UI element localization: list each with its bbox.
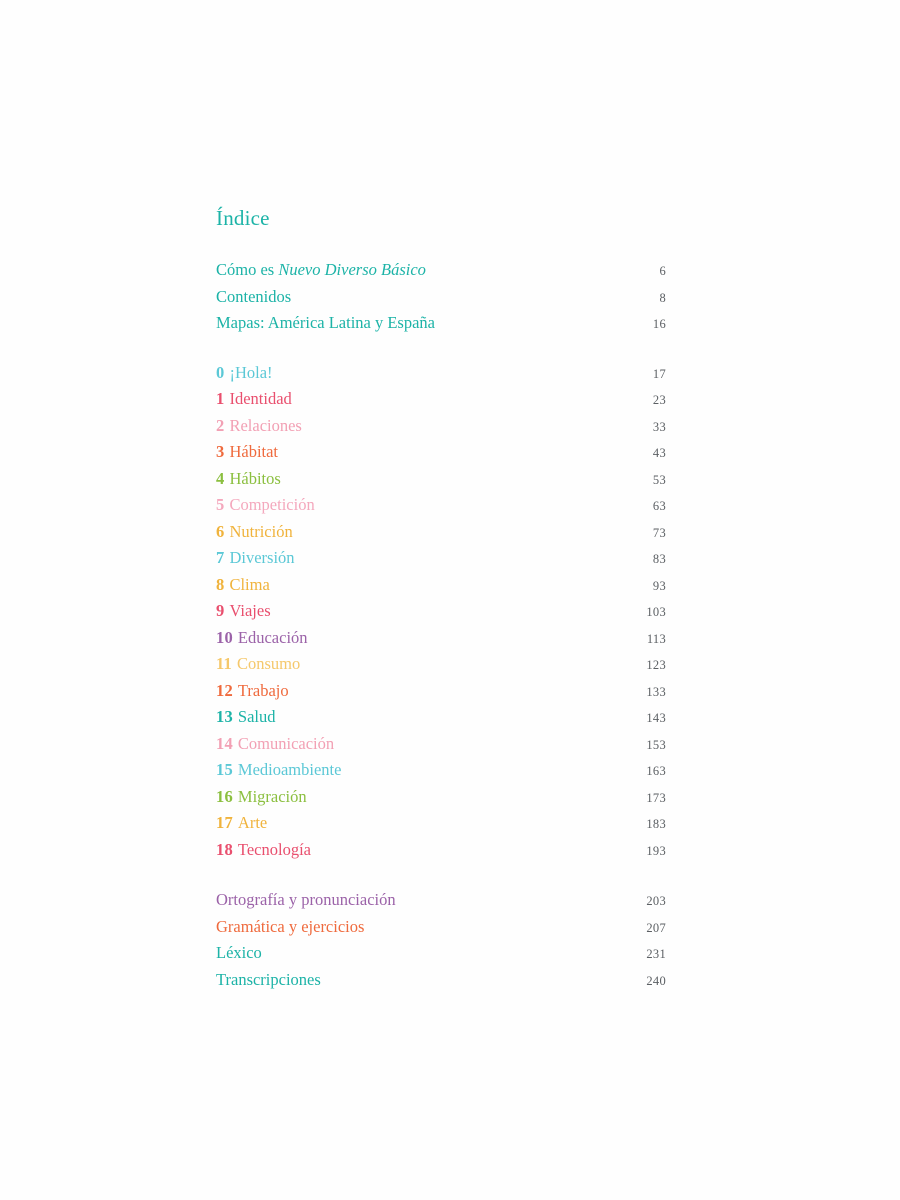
toc-entry-page-number: 6 bbox=[659, 264, 666, 279]
toc-entry-front-matter[interactable] bbox=[216, 310, 666, 337]
unit-title: Relaciones bbox=[229, 415, 302, 435]
toc-entry-page-number: 8 bbox=[659, 290, 666, 305]
front-matter-list bbox=[216, 257, 666, 337]
unit-title: Comunicación bbox=[237, 733, 335, 753]
unit-number: 12 bbox=[216, 680, 233, 700]
back-matter-list bbox=[216, 887, 666, 993]
unit-number: 13 bbox=[216, 707, 233, 727]
toc-entry-page-number: 17 bbox=[652, 366, 666, 381]
unit-title: Trabajo bbox=[237, 680, 289, 700]
toc-entry-page-number: 83 bbox=[652, 552, 666, 567]
toc-entry-label: Gramática y ejercicios bbox=[216, 916, 365, 936]
unit-number: 18 bbox=[216, 839, 233, 859]
toc-entry-label bbox=[216, 815, 267, 832]
toc-entry-page-number: 103 bbox=[646, 605, 666, 620]
toc-entry-unit[interactable] bbox=[216, 625, 666, 652]
unit-number: 4 bbox=[216, 468, 225, 488]
table-of-contents bbox=[216, 206, 666, 993]
unit-title: Nutrición bbox=[229, 521, 293, 541]
toc-entry-label bbox=[216, 391, 292, 408]
unit-number: 10 bbox=[216, 627, 233, 647]
toc-entry-label bbox=[216, 574, 270, 594]
toc-entry-back-matter[interactable] bbox=[216, 887, 666, 914]
toc-entry-page-number: 240 bbox=[646, 973, 666, 988]
toc-entry-back-matter[interactable] bbox=[216, 967, 666, 994]
toc-entry-label bbox=[216, 315, 435, 332]
toc-entry-page-number: 63 bbox=[652, 499, 666, 514]
unit-title: Tecnología bbox=[237, 839, 311, 859]
toc-entry-unit[interactable] bbox=[216, 545, 666, 572]
toc-entry-label bbox=[216, 709, 276, 726]
units-list bbox=[216, 360, 666, 864]
unit-number: 16 bbox=[216, 786, 233, 806]
toc-entry-page-number: 33 bbox=[652, 419, 666, 434]
toc-entry-page-number: 53 bbox=[652, 472, 666, 487]
toc-entry-page-number: 207 bbox=[646, 920, 666, 935]
unit-title: Hábitos bbox=[229, 468, 281, 488]
unit-number: 14 bbox=[216, 733, 233, 753]
toc-entry-label: Ortografía y pronunciación bbox=[216, 890, 396, 910]
toc-entry-page-number: 43 bbox=[652, 446, 666, 461]
unit-number: 15 bbox=[216, 760, 233, 780]
toc-entry-page-number: 203 bbox=[646, 894, 666, 909]
toc-entry-text: Cómo es bbox=[216, 260, 279, 280]
toc-entry-label bbox=[216, 786, 307, 806]
toc-entry-page-number: 193 bbox=[646, 843, 666, 858]
toc-entry-unit[interactable] bbox=[216, 598, 666, 625]
toc-entry-page-number: 163 bbox=[646, 764, 666, 779]
unit-title: Medioambiente bbox=[237, 760, 342, 780]
toc-entry-unit[interactable] bbox=[216, 572, 666, 599]
toc-entry-back-matter[interactable] bbox=[216, 914, 666, 941]
toc-entry-unit[interactable] bbox=[216, 360, 666, 387]
toc-entry-unit[interactable] bbox=[216, 386, 666, 413]
toc-entry-unit[interactable] bbox=[216, 651, 666, 678]
unit-title: Competición bbox=[229, 495, 315, 515]
toc-entry-page-number: 231 bbox=[646, 947, 666, 962]
toc-entry-page-number: 143 bbox=[646, 711, 666, 726]
toc-entry-label bbox=[216, 762, 341, 779]
unit-number: 8 bbox=[216, 574, 225, 594]
unit-number: 5 bbox=[216, 495, 225, 515]
toc-entry-page-number: 173 bbox=[646, 790, 666, 805]
unit-title: Clima bbox=[229, 574, 270, 594]
unit-number: 3 bbox=[216, 442, 225, 462]
unit-number: 6 bbox=[216, 521, 225, 541]
toc-entry-front-matter[interactable] bbox=[216, 284, 666, 311]
page-title: Índice bbox=[216, 206, 270, 230]
toc-entry-back-matter[interactable] bbox=[216, 940, 666, 967]
toc-entry-page-number: 153 bbox=[646, 737, 666, 752]
unit-number: 2 bbox=[216, 415, 225, 435]
toc-entry-label bbox=[216, 468, 281, 488]
unit-title: Migración bbox=[237, 786, 307, 806]
toc-entry-label bbox=[216, 733, 335, 753]
toc-entry-unit[interactable] bbox=[216, 757, 666, 784]
toc-entry-unit[interactable] bbox=[216, 492, 666, 519]
toc-entry-page-number: 73 bbox=[652, 525, 666, 540]
toc-entry-title-italic: Nuevo Diverso Básico bbox=[278, 260, 426, 280]
unit-title: Consumo bbox=[237, 654, 301, 674]
toc-entry-unit[interactable] bbox=[216, 678, 666, 705]
toc-entry-unit[interactable] bbox=[216, 810, 666, 837]
toc-entry-label bbox=[216, 362, 273, 382]
toc-entry-unit[interactable] bbox=[216, 837, 666, 864]
toc-entry-label bbox=[216, 839, 311, 859]
toc-entry-label bbox=[216, 680, 289, 700]
unit-title: Viajes bbox=[229, 601, 271, 621]
toc-entry-page-number: 93 bbox=[652, 578, 666, 593]
toc-entry-page-number: 123 bbox=[646, 658, 666, 673]
toc-entry-label bbox=[216, 262, 426, 279]
unit-title: Salud bbox=[237, 707, 276, 727]
unit-title: Identidad bbox=[229, 389, 292, 409]
toc-entry-unit[interactable] bbox=[216, 784, 666, 811]
toc-entry-label bbox=[216, 521, 293, 541]
toc-entry-page-number: 183 bbox=[646, 817, 666, 832]
toc-entry-label bbox=[216, 603, 271, 620]
unit-number: 11 bbox=[216, 654, 232, 674]
toc-entry-unit[interactable] bbox=[216, 519, 666, 546]
toc-entry-unit[interactable] bbox=[216, 439, 666, 466]
unit-title: Diversión bbox=[229, 548, 295, 568]
toc-entry-unit[interactable] bbox=[216, 466, 666, 493]
toc-entry-unit[interactable] bbox=[216, 413, 666, 440]
toc-entry-label bbox=[216, 550, 295, 567]
unit-title: ¡Hola! bbox=[229, 362, 273, 382]
toc-entry-label bbox=[216, 627, 308, 647]
unit-title: Educación bbox=[237, 627, 308, 647]
toc-entry-label bbox=[216, 444, 278, 461]
spacer bbox=[216, 863, 666, 887]
spacer bbox=[216, 337, 666, 360]
toc-entry-page-number: 16 bbox=[652, 317, 666, 332]
unit-title: Arte bbox=[237, 813, 268, 833]
toc-entry-page-number: 23 bbox=[652, 393, 666, 408]
unit-number: 9 bbox=[216, 601, 225, 621]
toc-entry-front-matter[interactable] bbox=[216, 257, 666, 284]
toc-entry-unit[interactable] bbox=[216, 731, 666, 758]
toc-entry-text: Contenidos bbox=[216, 286, 292, 306]
toc-entry-label bbox=[216, 497, 315, 514]
toc-entry-unit[interactable] bbox=[216, 704, 666, 731]
toc-entry-label: Léxico bbox=[216, 943, 262, 963]
toc-entry-page-number: 133 bbox=[646, 684, 666, 699]
toc-entry-label bbox=[216, 286, 292, 306]
unit-number: 0 bbox=[216, 362, 225, 382]
unit-number: 1 bbox=[216, 389, 225, 409]
toc-entry-label: Transcripciones bbox=[216, 969, 321, 989]
unit-number: 17 bbox=[216, 813, 233, 833]
toc-entry-page-number: 113 bbox=[646, 631, 666, 646]
toc-entry-text: Mapas: América Latina y España bbox=[216, 313, 436, 333]
unit-number: 7 bbox=[216, 548, 225, 568]
unit-title: Hábitat bbox=[229, 442, 279, 462]
toc-entry-label bbox=[216, 415, 302, 435]
toc-entry-label bbox=[216, 656, 300, 673]
